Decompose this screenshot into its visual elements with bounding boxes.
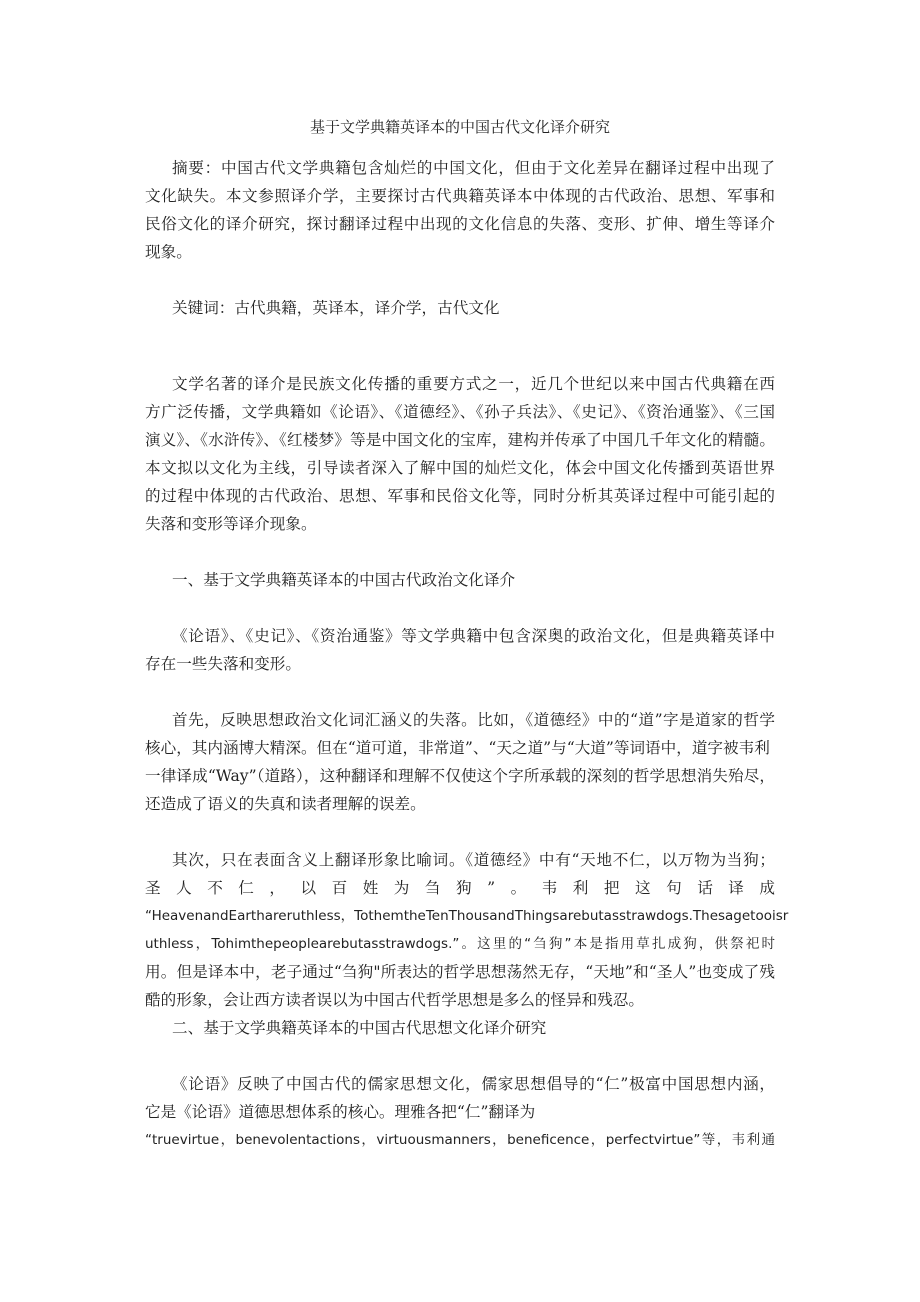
text-line: 《论语》反映了中国古代的儒家思想文化，儒家思想倡导的“仁”极富中国思想内涵， [172,1075,775,1093]
abstract [145,154,775,266]
text-line: 存在一些失落和变形。 [145,655,301,673]
text-line: 《论语》、《史记》、《资治通鉴》等文学典籍中包含深奥的政治文化，但是典籍英译中 [172,627,775,645]
paragraph [145,622,775,678]
text-line: 其次，只在表面含义上翻译形象比喻词。《道德经》中有“天地不仁，以万物为当狗； [172,851,775,869]
document-title: 基于文学典籍英译本的中国古代文化译介研究 [309,118,610,136]
text-line: 演义》、《水浒传》、《红楼梦》等是中国文化的宝库，建构并传承了中国几千年文化的精髓。 [145,431,775,449]
text-line: 一律译成“Way”（道路），这种翻译和理解不仅使这个字所承载的深刻的哲学思想消失殆尽， [145,767,775,785]
text-line: 文学名著的译介是民族文化传播的重要方式之一，近几个世纪以来中国古代典籍在西 [172,375,775,393]
text-line: 它是《论语》道德思想体系的核心。理雅各把“仁”翻译为 [145,1103,536,1121]
text-line: 关键词：古代典籍，英译本，译介学，古代文化 [172,299,500,317]
keywords [145,294,775,322]
text-line: 摘要：中国古代文学典籍包含灿烂的中国文化，但由于文化差异在翻译过程中出现了 [172,159,775,177]
text-line: 现象。 [145,243,192,261]
text-line: “HeavenandEarthareruthless，TothemtheTenThousandThingsarebutasstrawdogs.Thesagetooisr [145,908,789,924]
text-line: 一、基于文学典籍英译本的中国古代政治文化译介 [172,571,516,589]
paragraph [145,706,775,818]
text-line: “truevirtue，benevolentactions，virtuousmanners，beneficence，perfectvirtue”等，韦利通 [145,1132,775,1148]
paragraph [145,846,789,1014]
text-line: 民俗文化的译介研究，探讨翻译过程中出现的文化信息的失落、变形、扩伸、增生等译介 [145,215,775,233]
text-line: 文化缺失。本文参照译介学，主要探讨古代典籍英译本中体现的古代政治、思想、军事和 [145,187,775,205]
text-line: 用。但是译本中，老子通过“刍狗"所表达的哲学思想荡然无存，“天地”和“圣人”也变成了残 [145,963,775,981]
text-line: 的过程中体现的古代政治、思想、军事和民俗文化等，同时分析其英译过程中可能引起的 [145,487,775,505]
intro-paragraph [145,370,775,538]
text-line: 核心，其内涵博大精深。但在“道可道，非常道”、“天之道”与“大道”等词语中，道字被韦利 [145,739,770,757]
text-line: 方广泛传播，文学典籍如《论语》、《道德经》、《孙子兵法》、《史记》、《资治通鉴》、《三国 [145,403,775,421]
text-line: 失落和变形等译介现象。 [145,515,317,533]
section-heading-1 [145,566,775,594]
text-line: 还造成了语义的失真和读者理解的误差。 [145,795,426,813]
text-line: 酷的形象，会让西方读者误以为中国古代哲学思想是多么的怪异和残忍。 [145,991,645,1009]
text-line: uthless，Tohimthepeoplearebutasstrawdogs.”。这里的“刍狗”本是指用草扎成狗，供祭祀时 [145,936,775,952]
section-heading-2 [145,1014,775,1042]
text-line: 圣人不仁，以百姓为刍狗”。韦利把这句话译成 [145,879,775,897]
paragraph [145,1070,775,1154]
text-line: 首先，反映思想政治文化词汇涵义的失落。比如，《道德经》中的“道”字是道家的哲学 [172,711,775,729]
text-line: 本文拟以文化为主线，引导读者深入了解中国的灿烂文化，体会中国文化传播到英语世界 [145,459,775,477]
text-line: 二、基于文学典籍英译本的中国古代思想文化译介研究 [172,1019,547,1037]
